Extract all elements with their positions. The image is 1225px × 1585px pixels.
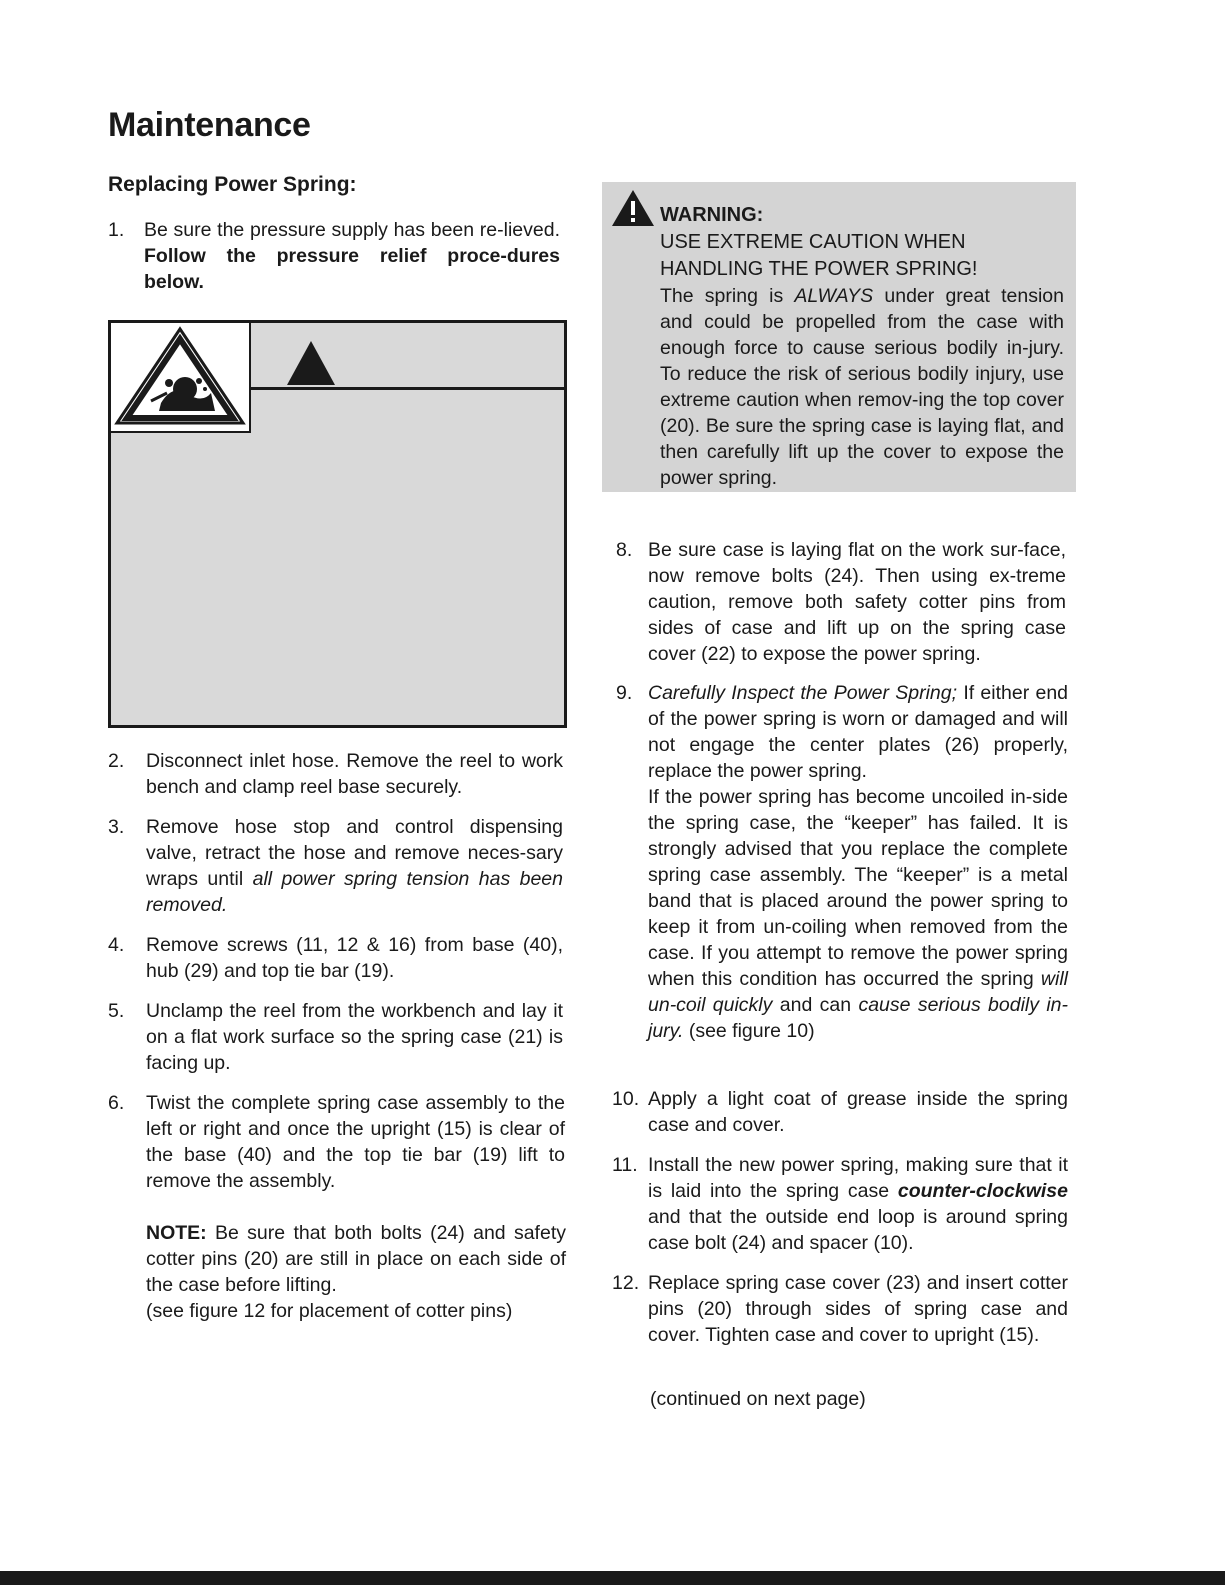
step-text: Remove hose stop and control dispensing valve, retract the hose and remove neces-sary wraps until: [146, 816, 563, 890]
step-number: 2.: [108, 750, 125, 772]
note-label: NOTE:: [146, 1222, 207, 1244]
step-text: Disconnect inlet hose. Remove the reel to work bench and clamp reel base securely.: [146, 750, 563, 798]
step-text: Remove screws (11, 12 & 16) from base (40), hub (29) and top tie bar (19).: [146, 934, 563, 982]
page-title: Maintenance: [108, 106, 311, 144]
step-emphasis: Carefully Inspect the Power Spring;: [648, 682, 958, 704]
note-reference: (see figure 12 for placement of cotter pins): [146, 1300, 513, 1322]
hazard-header: [251, 323, 564, 390]
step-text: If either end of the power spring is worn or damaged and will not engage the center plates (26) properly, replace the power spring.: [648, 682, 1069, 782]
warning-text: The spring is ALWAYS under great tension and could be propelled from the case with enough force to cause serious bodily in-jury. To reduce the risk of serious bodily injury, use extreme caution when remov-ing the top cover (20). Be sure the spring case is laying flat, and then carefully lift up the cover to expose the power spring.: [660, 285, 1064, 489]
hazard-panel: [108, 320, 567, 728]
step-text: Twist the complete spring case assembly to the left or right and once the upright (15) is clear of the base (40) and the top tie bar (19) lift to remove the assembly.: [146, 1092, 565, 1192]
warning-triangle-icon: [287, 341, 335, 385]
step-emphasis: Follow the pressure relief proce-dures below.: [144, 245, 560, 293]
step-number: 12.: [612, 1272, 640, 1294]
step-emphasis: counter-clockwise: [897, 1180, 1068, 1202]
warning-box: [602, 182, 1076, 492]
step-number: 9.: [616, 682, 633, 704]
section-title: Replacing Power Spring:: [108, 173, 357, 196]
warning-title: WARNING:: [660, 204, 764, 226]
hazard-pictogram-icon: [111, 323, 251, 433]
step-text: Be sure the pressure supply has been re-lieved.: [144, 219, 560, 241]
step-number: 5.: [108, 1000, 125, 1022]
exclamation-triangle-icon: [612, 190, 654, 226]
page-border: [0, 1571, 1225, 1585]
step-text: Apply a light coat of grease inside the spring case and cover.: [648, 1088, 1068, 1136]
step-text: Unclamp the reel from the workbench and lay it on a flat work surface so the spring case (21) is facing up.: [146, 1000, 563, 1074]
step-emphasis: all power spring tension has been removed.: [146, 868, 563, 916]
warning-caps: USE EXTREME CAUTION WHEN HANDLING THE POWER SPRING!: [660, 231, 978, 280]
step-number: 11.: [612, 1154, 638, 1176]
step-text: Install the new power spring, making sure that it is laid into the spring case: [648, 1154, 1068, 1202]
note-text: Be sure that both bolts (24) and safety cotter pins (20) are still in place on each side of the case before lifting.: [146, 1222, 566, 1296]
step-number: 10.: [612, 1088, 640, 1110]
step-number: 1.: [108, 219, 125, 241]
step-text: Be sure case is laying flat on the work sur-face, now remove bolts (24). Then using ex-treme caution, remove both safety cotter pins from sides of case and lift up on the spring case cover (22) to expose the power spring.: [648, 539, 1066, 665]
step-number: 4.: [108, 934, 125, 956]
step-number: 6.: [108, 1092, 125, 1114]
step-number: 3.: [108, 816, 125, 838]
step-text: Replace spring case cover (23) and insert cotter pins (20) through sides of spring case and cover. Tighten case and cover to upright (15).: [648, 1272, 1068, 1346]
step-number: 8.: [616, 539, 633, 561]
continued-note: (continued on next page): [650, 1388, 866, 1410]
